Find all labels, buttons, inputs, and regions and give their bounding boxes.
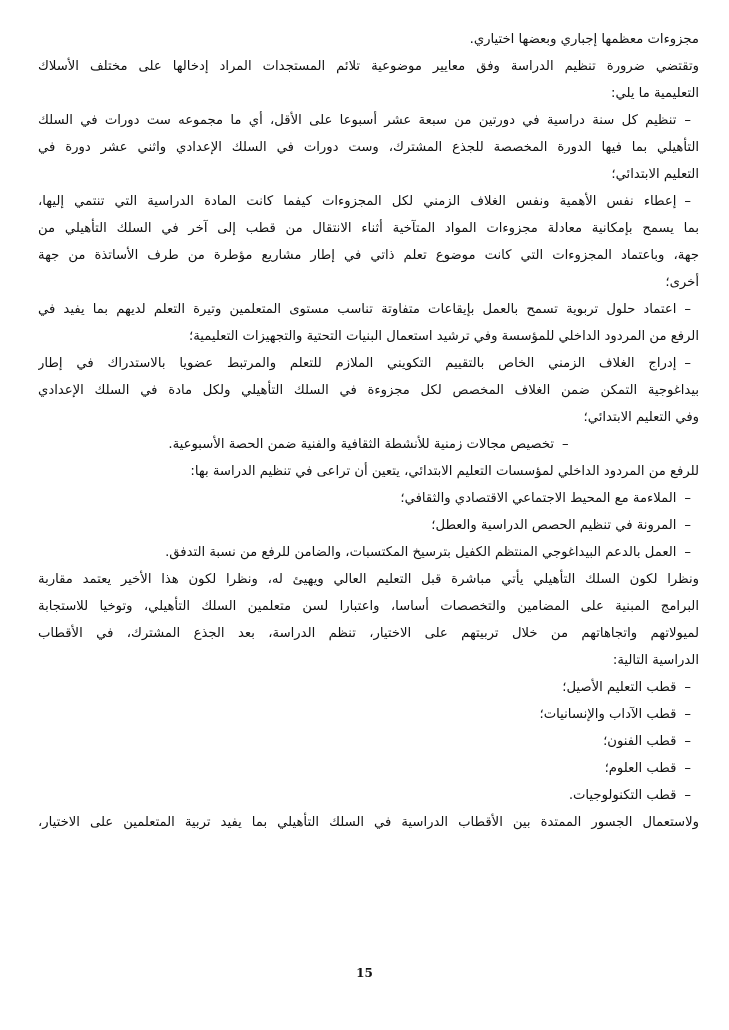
bullet-item bbox=[38, 188, 699, 215]
bullet-dash: – bbox=[684, 518, 691, 533]
paragraph-line: التعليمية ما يلي: bbox=[611, 86, 699, 101]
bullet-dash: – bbox=[684, 680, 691, 695]
bullet-text: العمل بالدعم البيداغوجي المنتظم الكفيل بترسيخ المكتسبات، والضامن للرفع من نسبة التدفق. bbox=[165, 545, 677, 560]
bullet-text: تخصيص مجالات زمنية للأنشطة الثقافية والفنية ضمن الحصة الأسبوعية. bbox=[168, 437, 555, 452]
bullet-item bbox=[38, 701, 699, 728]
paragraph-line: ولاستعمال الجسور الممتدة بين الأقطاب الدراسية في السلك التأهيلي بما يفيد تربية المتعلمين على الاختيار، bbox=[38, 815, 699, 830]
bullet-dash: – bbox=[684, 788, 691, 803]
bullet-dash: – bbox=[684, 356, 691, 371]
paragraph-line: لميولاتهم واتجاهاتهم من خلال تربيتهم على الاختيار، تنظم الدراسة، بعد الجذع المشترك، في الأقطاب bbox=[38, 626, 699, 641]
bullet-text: المرونة في تنظيم الحصص الدراسية والعطل؛ bbox=[431, 518, 677, 533]
bullet-text: قطب الفنون؛ bbox=[603, 734, 677, 749]
paragraph-line: التعليم الابتدائي؛ bbox=[611, 167, 699, 182]
bullet-item bbox=[38, 539, 699, 566]
bullet-item bbox=[38, 674, 699, 701]
bullet-item bbox=[38, 107, 699, 134]
bullet-item bbox=[38, 296, 699, 323]
bullet-dash: – bbox=[684, 113, 691, 128]
bullet-item bbox=[38, 782, 699, 809]
paragraph-line: وتقتضي ضرورة تنظيم الدراسة وفق معايير موضوعية تلائم المستجدات المراد إدخالها على مختلف الأسلاك bbox=[38, 59, 699, 74]
bullet-text: تنظيم كل سنة دراسية في دورتين من سبعة عشر أسبوعا على الأقل، أي ما مجموعه ست دورات في السلك bbox=[38, 113, 677, 128]
bullet-item bbox=[38, 431, 699, 458]
bullet-item bbox=[38, 728, 699, 755]
bullet-dash: – bbox=[562, 437, 569, 452]
page-number: 15 bbox=[356, 966, 373, 980]
bullet-dash: – bbox=[684, 734, 691, 749]
bullet-text: قطب التعليم الأصيل؛ bbox=[562, 680, 677, 695]
paragraph-line: أخرى؛ bbox=[665, 275, 699, 290]
bullet-dash: – bbox=[684, 194, 691, 209]
bullet-dash: – bbox=[684, 761, 691, 776]
paragraph-line: للرفع من المردود الداخلي لمؤسسات التعليم الابتدائي، يتعين أن تراعى في تنظيم الدراسة بها: bbox=[190, 464, 699, 479]
paragraph-line: وفي التعليم الابتدائي؛ bbox=[583, 410, 699, 425]
bullet-dash: – bbox=[684, 302, 691, 317]
bullet-text: قطب العلوم؛ bbox=[604, 761, 677, 776]
paragraph-line: جهة، وباعتماد المجزوءات التي كانت موضوع تعلم ذاتي في إطار مشاريع مؤطرة من طرف الأساتذة من جهة bbox=[38, 248, 699, 263]
bullet-text: الملاءمة مع المحيط الاجتماعي الاقتصادي والثقافي؛ bbox=[400, 491, 677, 506]
bullet-text: إدراج الغلاف الزمني الخاص بالتقييم التكويني الملازم للتعلم والمرتبط عضويا بالاستدراك في إطار bbox=[38, 356, 677, 371]
paragraph-line: الدراسية التالية: bbox=[612, 653, 699, 668]
paragraph-line: الرفع من المردود الداخلي للمؤسسة وفي ترشيد استعمال البنيات التحتية والتجهيزات التعليمية؛ bbox=[189, 329, 699, 344]
paragraph-line: ونظرا لكون السلك التأهيلي يأتي مباشرة قبل التعليم العالي ويهيئ له، ونظرا لكون هذا الأخير يعتمد مقاربة bbox=[38, 572, 699, 587]
bullet-dash: – bbox=[684, 491, 691, 506]
paragraph-line: بما يسمح بإمكانية معادلة مجزوءات المواد المتآخية أثناء الانتقال من قطب إلى آخر في السلك التأهيلي من bbox=[38, 221, 699, 236]
bullet-text: اعتماد حلول تربوية تسمح بالعمل بإيقاعات متفاوتة تناسب مستوى المتعلمين وتيرة التعلم لديهم بما يفيد في bbox=[38, 302, 677, 317]
document-body bbox=[38, 26, 699, 836]
bullet-dash: – bbox=[684, 707, 691, 722]
bullet-item bbox=[38, 755, 699, 782]
paragraph-line: بيداغوجية التمكن ضمن الغلاف المخصص لكل مجزوءة في السلك التأهيلي ولكل مادة في السلك الإعدادي bbox=[38, 383, 699, 398]
paragraph-line: البرامج المبنية على المضامين والتخصصات أساسا، واعتبارا لسن متعلمين السلك التأهيلي، وتوخيا للاستجابة bbox=[38, 599, 699, 614]
bullet-item bbox=[38, 350, 699, 377]
paragraph-line: التأهيلي بما فيها الدورة المخصصة للجذع المشترك، وست دورات في السلك الإعدادي واثني عشر دورة في bbox=[38, 140, 699, 155]
bullet-dash: – bbox=[684, 545, 691, 560]
bullet-item bbox=[38, 512, 699, 539]
bullet-text: قطب الآداب والإنسانيات؛ bbox=[539, 707, 677, 722]
bullet-item bbox=[38, 485, 699, 512]
bullet-text: إعطاء نفس الأهمية ونفس الغلاف الزمني لكل المجزوءات كيفما كانت المادة الدراسية التي تنتمي إليها، bbox=[38, 194, 677, 209]
bullet-text: قطب التكنولوجيات. bbox=[568, 788, 677, 803]
paragraph-line: مجزوءات معظمها إجباري وبعضها اختياري. bbox=[469, 32, 699, 47]
